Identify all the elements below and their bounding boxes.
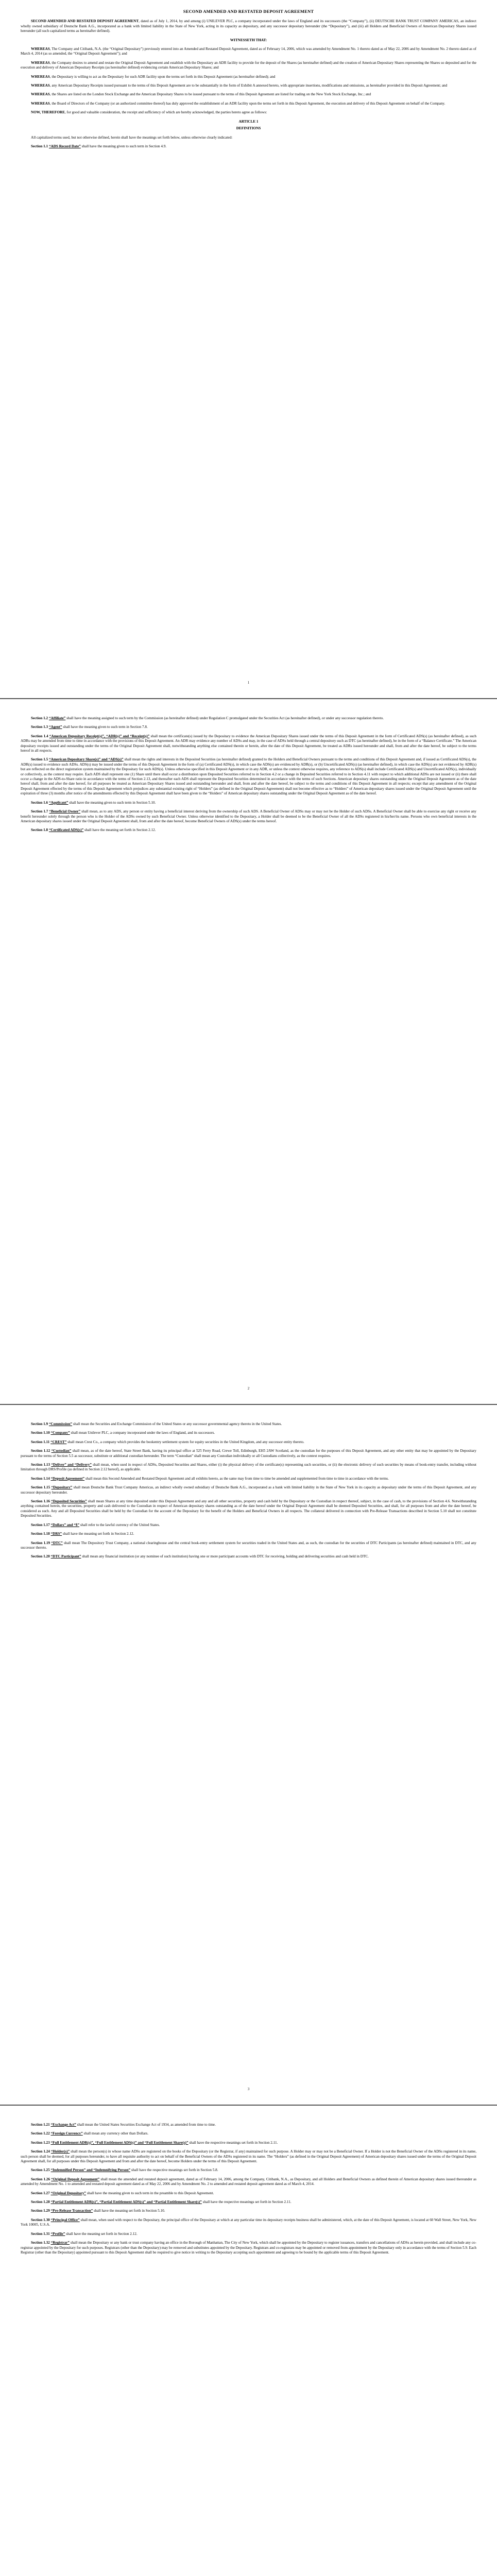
defined-term: “Registrar” <box>50 2241 70 2245</box>
defined-term: “Principal Office” <box>50 2217 80 2222</box>
definition-section <box>21 2218 476 2228</box>
section-number: Section 1.17 <box>31 1522 50 1527</box>
definition-text: shall mean, as to any ADS, any person or entity having a beneficial interest deriving from the ownership of such ADS. A Beneficial Owner of ADSs may or may not be the Holder of such ADSs. A Beneficial Owner shall be able to exercise any right or receive any benefit hereunder solely through the person who is the Holder of the ADSs owned by such Beneficial Owner. Unless otherwise identified to the Depositary, a Holder shall be deemed to be the Beneficial Owner of all the ADSs registered in his/her/its name. Persons who own beneficial interests in the American depositary shares issued under the Original Deposit Agreement shall, from and after the date hereof, become Beneficial Owners of ADS(s) under the terms hereof. <box>21 809 477 823</box>
definition-text: shall mean, when used in respect of ADSs, Deposited Securities and Shares, either (i) the physical delivery of the certificate(s) representing such securities, or (ii) the electronic delivery of such securities by means of book-entry transfer, including without limitation through DRS/Profile (as defined in Section 2.12 hereof), as applicable. <box>21 1463 477 1472</box>
definition-section <box>21 2123 476 2127</box>
definition-section <box>21 828 476 833</box>
section-number: Section 1.26 <box>31 2177 50 2181</box>
definition-section <box>21 1477 476 1481</box>
definition-text: shall mean the United States Securities Exchange Act of 1934, as amended from time to time. <box>76 2123 216 2127</box>
definition-text: shall refer to the lawful currency of the United States. <box>79 1522 160 1527</box>
document-page-1 <box>21 9 476 153</box>
whereas-paragraph: WHEREAS, the Board of Directors of the Company (or an authorized committee thereof) has duly approved the establishment of an ADR facility upon the terms set forth in this Deposit Agreement, the execution and delivery of this Deposit Agreement on behalf of the Company. <box>31 101 445 106</box>
section-number: Section 1.22 <box>31 2131 50 2136</box>
definition-section <box>21 757 476 796</box>
section-number: Section 1.29 <box>31 2209 50 2213</box>
section-number: Section 1.6 <box>31 800 48 805</box>
whereas-label: WHEREAS <box>31 60 50 65</box>
definition-text: shall have the respective meanings set forth in Section 2.11. <box>188 2140 278 2145</box>
section-number: Section 1.7 <box>31 809 48 814</box>
defined-term: “Agent” <box>48 725 62 730</box>
whereas-paragraph: WHEREAS, the Company desires to amend and restate the Original Deposit Agreement and establish with the Depositary an ADR facility to provide for the deposit of the Shares (as hereinafter defined) and the creation of American Depositary Shares representing the Shares so deposited and for the execution and delivery of American Depositary Receipts (as hereinafter defined) evidencing certain American Depositary Shares; and <box>21 60 476 70</box>
section-number: Section 1.25 <box>31 2168 50 2173</box>
definition-section <box>21 2131 476 2136</box>
definition-text: shall mean any financial institution (or any nominee of such institution) having one or more participant accounts with DTC for receiving, holding and delivering securities and cash held in DTC. <box>81 1554 369 1559</box>
defined-term: “Deposit Agreement” <box>50 1476 85 1481</box>
whereas-label: WHEREAS <box>31 83 50 88</box>
definition-text: shall mean The Depository Trust Company, a national clearinghouse and the central book-entry settlement system for securities traded in the United States and, as such, the custodian for the securities of DTC Participants (as hereinafter defined) maintained in DTC, and any successor thereto. <box>21 1540 477 1550</box>
defined-term: “Indemnified Person” and “Indemnifying Person” <box>50 2168 131 2173</box>
definition-text: shall have the meaning given to such term in the preamble to this Deposit Agreement. <box>86 2191 214 2195</box>
section-number: Section 1.20 <box>31 1554 50 1559</box>
now-therefore-paragraph <box>21 110 476 115</box>
definition-section <box>21 1463 476 1472</box>
whereas-text: the Company desires to amend and restate the Original Deposit Agreement and establish with the Depositary an ADR facility to provide for the deposit of the Shares (as hereinafter defined) and the creation of American Depositary Shares representing the Shares so deposited and for the execution and delivery of American Depositary Receipts (as hereinafter defined) evidencing certain American Depositary Shares; and <box>21 60 476 70</box>
defined-term: “DTC” <box>51 1540 63 1545</box>
witnesseth-heading: WITNESSETH THAT: <box>230 38 267 42</box>
defined-term: “DRS” <box>50 1532 62 1536</box>
whereas-label: WHEREAS <box>31 92 50 97</box>
whereas-text: the Board of Directors of the Company (or an authorized committee thereof) has duly approved the establishment of an ADR facility upon the terms set forth in this Deposit Agreement, the execution and delivery of this Deposit Agreement on behalf of the Company. <box>52 101 445 106</box>
defined-term: “Foreign Currency” <box>50 2131 83 2136</box>
definition-section <box>21 2241 476 2255</box>
definition-section <box>21 725 476 730</box>
defined-term: “Applicant” <box>48 800 68 805</box>
definition-section <box>21 2168 476 2173</box>
definition-section <box>21 2177 476 2187</box>
definition-section <box>21 1523 476 1528</box>
defined-term: “Exchange Act” <box>50 2123 76 2127</box>
definition-text: shall mean the Depositary or any bank or trust company having an office in the Borough of Manhattan, The City of New York, which shall be appointed by the Depositary to register issuances, transfers and cancellations of ADSs as herein provided, and shall include any co-registrar appointed by the Depositary for such purposes. Registrars (other than the Depositary) may be removed and substitutes appointed by the Depositary. Registrars and co-registrars may be appointed or removed from appointment by the Depositary only in accordance with the terms of Section 5.9. Each Registrar (other than the Depositary) appointed pursuant to this Deposit Agreement shall be required to give notice in writing to the Depositary accepting such appointment and agreeing to be bound by the applicable terms of this Deposit Agreement. <box>21 2241 477 2255</box>
definition-text: shall have the meaning set forth in Section 2.12. <box>62 1532 134 1536</box>
definition-section <box>21 801 476 805</box>
definition-text: shall mean, as of the date hereof, State Street Bank, having its principal office at 525 Ferry Road, Crewe Toll, Edinburgh, EH5 2AW Scotland, as the custodian for the purposes of this Deposit Agreement, and any other entity that may be appointed by the Depositary pursuant to the terms of Section 5.5 as successor, substitute or additional custodian hereunder. The term “Custodian” shall mean any Custodian individually or all Custodians collectively, as the context requires. <box>21 1449 476 1458</box>
definition-text: shall mean this Second Amended and Restated Deposit Agreement and all exhibits hereto, as the same may from time to time be amended and supplemented from time to time in accordance with the terms. <box>84 1476 389 1481</box>
definition-section <box>21 2209 476 2213</box>
section-number: Section 1.18 <box>31 1532 50 1536</box>
definition-section <box>21 734 476 754</box>
definition-text: shall have the respective meanings set forth in Section 2.11. <box>201 2200 292 2205</box>
definition-section <box>21 1541 476 1551</box>
definition-text: shall have the meaning set forth in Section 5.10. <box>93 2209 165 2213</box>
section-number: Section 1.12 <box>31 1449 50 1453</box>
definition-section <box>21 1431 476 1435</box>
definition-text: shall have the meaning given to such term in Section 5.10. <box>68 800 156 805</box>
whereas-paragraph: WHEREAS, The Company and Citibank, N.A. (the “Original Depositary”) previously entered into an Amended and Restated Deposit Agreement, dated as of February 14, 2006, which was amended by Amendment No. 1 thereto dated as of May 22, 2006 and by Amendment No. 2 thereto dated as of March 4, 2014 (as so amended, the “Original Deposit Agreement”); and <box>21 47 476 56</box>
section-number: Section 1.13 <box>31 1463 50 1467</box>
section-number: Section 1.15 <box>31 1485 50 1490</box>
definitions-heading: DEFINITIONS <box>236 126 261 131</box>
document-page-2 <box>21 716 476 837</box>
section-number: Section 1.16 <box>31 1499 50 1504</box>
defined-term: “Original Depositary” <box>50 2191 87 2195</box>
definition-text: shall mean, when used with respect to the Depositary, the principal office of the Depositary at which at any particular time its depositary receipts business shall be administered, which, at the date of this Deposit Agreement, is located at 60 Wall Street, New York, New York 10005, U.S.A. <box>21 2217 477 2227</box>
document-page-3 <box>21 1422 476 1564</box>
definition-text: shall mean Shares at any time deposited under this Deposit Agreement and any and all other securities, property and cash held by the Depositary or the Custodian in respect thereof, subject, in the case of cash, to the provisions of Section 4.6. Notwithstanding anything contained herein, the securities, property and cash delivered to the Custodian in respect of American depositary shares outstanding as of the date hereof under the Original Deposit Agreement shall be deemed Deposited Securities, and shall, for all purposes from and after the date hereof, be considered as such. Any and all Deposited Securities shall be held by the Custodian for the account of the Depositary for the benefit of the Holders and Beneficial Owners in all respects. The collateral delivered in connection with Pre-Release Transactions described in Section 5.10 shall not constitute Deposited Securities. <box>21 1499 476 1518</box>
whereas-text: The Company and Citibank, N.A. (the “Original Depositary”) previously entered into an Amended and Restated Deposit Agreement, dated as of February 14, 2006, which was amended by Amendment No. 1 thereto dated as of May 22, 2006 and by Amendment No. 2 thereto dated as of March 4, 2014 (as so amended, the “Original Deposit Agreement”); and <box>21 47 476 56</box>
page-1-sections <box>21 144 476 149</box>
defined-term: “Pre-Release Transaction” <box>50 2209 93 2213</box>
definition-text: shall mean the certificate(s) issued by the Depositary to evidence the American Depositary Shares issued under the terms of this Deposit Agreement in the form of Certificated ADS(s) (as hereinafter defined), as such ADRs may be amended from time to time in accordance with the provisions of this Deposit Agreement. An ADR may evidence any number of ADSs and may, in the case of ADSs held through a central depository such as DTC (as hereinafter defined), be in the form of a “Balance Certificate.” The American depositary receipts issued and outstanding under the terms of the Original Deposit Agreement shall, notwithstanding anything else contained therein or herein, after the date of this Deposit Agreement, be treated as ADRs issued hereunder and shall, from and after the date hereof, be subject to the terms hereof in all respects. <box>21 734 477 753</box>
definition-section <box>21 716 476 721</box>
definition-text: shall have the meaning assigned to such term by the Commission (as hereinafter defined) under Regulation C promulgated under the Securities Act (as hereinafter defined), or under any successor regulation thereto. <box>65 716 384 720</box>
defined-term: “Profile” <box>50 2231 65 2236</box>
definition-section <box>21 809 476 824</box>
section-number: Section 1.4 <box>31 734 48 738</box>
section-number: Section 1.14 <box>31 1476 50 1481</box>
definition-text: shall have the meaning set forth in Section 2.12. <box>65 2231 138 2236</box>
page-3-sections <box>21 1422 476 1560</box>
section-number: Section 1.28 <box>31 2200 50 2205</box>
section-number: Section 1.11 <box>31 1439 50 1444</box>
article-heading: ARTICLE 1 <box>238 119 259 124</box>
definition-section <box>21 1499 476 1519</box>
defined-term: “Depositary” <box>51 1485 73 1490</box>
defined-term: “CREST” <box>50 1439 67 1444</box>
defined-term: “DTC Participant” <box>50 1554 81 1559</box>
section-number: Section 1.23 <box>31 2140 50 2145</box>
page-4-sections <box>21 2123 476 2255</box>
defined-term: “Deliver” and “Delivery” <box>51 1463 92 1467</box>
defined-term: “Full Entitlement ADR(s)”, “Full Entitlement ADS(s)” and “Full Entitlement Share(s)” <box>50 2140 188 2145</box>
defined-term: “Beneficial Owner” <box>49 809 81 814</box>
whereas-text: any American Depositary Receipts issued pursuant to the terms of this Deposit Agreement are to be substantially in the form of Exhibit A annexed hereto, with appropriate insertions, modifications and omissions, as hereinafter provided in this Deposit Agreement; and <box>52 83 448 88</box>
intro-paragraph <box>21 19 476 33</box>
section-number: Section 1.2 <box>31 716 48 720</box>
definition-text: shall mean any currency other than Dollars. <box>82 2131 149 2136</box>
definition-section <box>21 2200 476 2205</box>
page-divider <box>0 698 497 699</box>
defined-term: “American Depositary Receipt(s)”, “ADR(s)” and “Receipt(s)” <box>49 734 150 738</box>
defined-term: “ADS Record Date” <box>48 144 81 148</box>
definition-section <box>21 144 476 149</box>
defined-term: “Holder(s)” <box>50 2149 70 2154</box>
definition-section <box>21 2149 476 2164</box>
document-page-4 <box>21 2123 476 2259</box>
definition-section <box>21 1422 476 1427</box>
definition-text: shall mean the rights and interests in the Deposited Securities (as hereinafter defined) granted to the Holders and Beneficial Owners pursuant to the terms and conditions of this Deposit Agreement and, if issued as Certificated ADS(s), the ADR(s) issued to evidence such ADSs. ADS(s) may be issued under the terms of this Deposit Agreement in the form of (a) Certificated ADS(s), in which case the ADS(s) are evidenced by ADR(s), or (b) Uncertificated ADS(s) (as hereinafter defined), in which case the ADS(s) are not evidenced by ADR(s) but are reflected on the direct registration system maintained by the Depositary for such ADS(s). Unless otherwise specified in this Deposit Agreement or in any ADR, or unless the context otherwise requires, any reference to ADS(s) shall include Certificated ADS(s) and Uncertificated ADS(s), individually or collectively, as the context may require. Each ADS shall represent one (1) Share until there shall occur a distribution upon Deposited Securities referred to in Section 4.2 or a change in Deposited Securities referred to in Section 4.11 with respect to which additional ADSs are not issued or (ii) there shall occur a change in the ADS-to-Share ratio in accordance with the terms of Section 2.13, and thereafter each ADS shall represent the Deposited Securities determined in accordance with the terms of such Sections. American depositary shares outstanding under the Original Deposit Agreement as of the date hereof shall, from and after the date hereof, for all purposes be treated as American Depositary Shares issued and outstanding hereunder and shall, from and after the date hereof, be subject to the terms and conditions of this Deposit Agreement in all respects; except that any amendment of the Original Deposit Agreement effected by the terms of this Deposit Agreement which prejudices any substantial existing right of “Holders” (as defined in the Original Deposit Agreement) shall not become effective as to “Holders” of American depositary shares issued under the Original Deposit Agreement until the expiration of three (3) months after notice of the amendments effected by this Deposit Agreement shall have been given to the “Holders” of American depositary shares outstanding under the Original Deposit Agreement as of the date hereof. <box>21 757 476 796</box>
intro-text: , dated as of July 1, 2014, by and among (i) UNILEVER PLC, a company incorporated under the laws of England and its successors (the “Company”), (ii) DEUTSCHE BANK TRUST COMPANY AMERICAS, an indirect wholly owned subsidiary of Deutsche Bank A.G., incorporated as a bank with limited liability in the State of New York, acting in its capacity as depositary, and any successor depositary hereunder (the “Depositary”), and (iii) all Holders and Beneficial Owners of American Depositary Shares issued hereunder (all such capitalized terms as hereinafter defined). <box>21 19 476 33</box>
page-divider <box>0 1404 497 1405</box>
defined-term: “Partial Entitlement ADR(s)”, “Partial Entitlement ADS(s)” and “Partial Entitlement Share(s)” <box>50 2200 202 2205</box>
definition-text: shall mean Unilever PLC, a company incorporated under the laws of England, and its successors. <box>70 1431 215 1435</box>
definitions-intro: All capitalized terms used, but not otherwise defined, herein shall have the meanings set forth below, unless otherwise clearly indicated: <box>31 135 233 140</box>
whereas-paragraph: WHEREAS, the Shares are listed on the London Stock Exchange and the American Depositary Shares to be issued pursuant to the terms of this Deposit Agreement are listed for trading on the New York Stock Exchange, Inc.; and <box>31 92 371 97</box>
intro-lead: SECOND AMENDED AND RESTATED DEPOSIT AGREEMENT <box>31 19 139 24</box>
definition-text: shall have the respective meanings set forth in Section 5.8. <box>130 2168 218 2173</box>
section-number: Section 1.24 <box>31 2149 50 2154</box>
definition-text: shall have the meaning given to such term in Section 7.8. <box>62 725 148 730</box>
page-number: 1 <box>247 680 250 685</box>
definition-section <box>21 2191 476 2196</box>
defined-term: “American Depositary Share(s)” and “ADS(s)” <box>49 757 124 762</box>
whereas-text: the Shares are listed on the London Stock Exchange and the American Depositary Shares to be issued pursuant to the terms of this Deposit Agreement are listed for trading on the New York Stock Exchange, Inc.; and <box>52 92 371 97</box>
now-therefore-lead: NOW, THEREFORE <box>31 110 65 115</box>
defined-term: “Deposited Securities” <box>51 1499 87 1504</box>
definition-text: shall mean the amended and restated deposit agreement, dated as of February 14, 2006, among the Company, Citibank, N.A., as Depositary, and all Holders and Beneficial Owners as defined therein of American depositary shares issued thereunder as amended by Amendment No. 1 to amended and restated deposit agreement dated as of May 22, 2006 and by Amendment No. 2 to amended and restated deposit agreement dated as of March 4, 2014. <box>21 2177 477 2187</box>
now-therefore-text: , for good and valuable consideration, the receipt and sufficiency of which are hereby acknowledged, the parties hereto agree as follows: <box>64 110 267 115</box>
page-divider <box>0 2105 497 2106</box>
definition-section <box>21 1440 476 1445</box>
whereas-paragraph: WHEREAS, any American Depositary Receipts issued pursuant to the terms of this Deposit Agreement are to be substantially in the form of Exhibit A annexed hereto, with appropriate insertions, modifications and omissions, as hereinafter provided in this Deposit Agreement; and <box>31 83 448 88</box>
defined-term: “Certificated ADS(s)” <box>48 828 84 833</box>
defined-term: “Commission” <box>48 1422 73 1426</box>
page-2-sections <box>21 716 476 833</box>
section-number: Section 1.10 <box>31 1431 50 1435</box>
section-number: Section 1.27 <box>31 2191 50 2195</box>
section-number: Section 1.32 <box>31 2241 50 2245</box>
whereas-label: WHEREAS <box>31 47 50 52</box>
definition-section <box>21 1554 476 1559</box>
section-number: Section 1.19 <box>31 1540 50 1545</box>
definition-text: shall have the meaning given to such term in Section 4.9. <box>80 144 167 148</box>
definition-text: shall mean the person(s) in whose name ADSs are registered on the books of the Depositary (or the Registrar, if any) maintained for such purpose. A Holder may or may not be a Beneficial Owner. If a Holder is not the Beneficial Owner of the ADSs registered in its name, such person shall be deemed, for all purposes hereunder, to have all requisite authority to act on behalf of the Beneficial Owners of the ADSs registered in its name. The “Holders” (as defined in the Original Deposit Agreement) of American depositary shares issued under the terms of the Original Deposit Agreement shall, for all purposes under this Deposit Agreement and from and after the date hereof, become Holders under the terms of this Deposit Agreement. <box>21 2149 477 2164</box>
defined-term: “Original Deposit Agreement” <box>51 2177 100 2181</box>
whereas-label: WHEREAS <box>31 101 50 106</box>
definition-text: shall have the meaning set forth in Section 2.12. <box>83 828 156 833</box>
defined-term: “Custodian” <box>51 1449 72 1453</box>
definition-text: shall mean the Securities and Exchange Commission of the United States or any successor governmental agency thereto in the United States. <box>72 1422 282 1426</box>
section-number: Section 1.31 <box>31 2231 50 2236</box>
definition-section <box>21 2141 476 2145</box>
section-number: Section 1.30 <box>31 2217 50 2222</box>
document-title: SECOND AMENDED AND RESTATED DEPOSIT AGREEMENT <box>183 9 314 14</box>
section-number: Section 1.8 <box>31 828 48 833</box>
whereas-paragraph: WHEREAS, the Depositary is willing to act as the Depositary for such ADR facility upon the terms set forth in this Deposit Agreement (as hereinafter defined); and <box>31 74 276 79</box>
whereas-text: the Depositary is willing to act as the Depositary for such ADR facility upon the terms set forth in this Deposit Agreement (as hereinafter defined); and <box>52 74 276 79</box>
section-number: Section 1.5 <box>31 757 48 762</box>
defined-term: “Affiliate” <box>48 716 66 720</box>
definition-section <box>21 1485 476 1495</box>
defined-term: “Company” <box>50 1431 70 1435</box>
definition-text: shall mean Deutsche Bank Trust Company Americas, an indirect wholly owned subsidiary of Deutsche Bank A.G., incorporated as a bank with limited liability in the State of New York in its capacity as depositary under the terms of this Deposit Agreement, and any successor depositary hereunder. <box>21 1485 477 1495</box>
definition-section <box>21 2232 476 2236</box>
definition-section <box>21 1532 476 1536</box>
whereas-label: WHEREAS <box>31 74 50 79</box>
section-number: Section 1.21 <box>31 2123 50 2127</box>
definition-section <box>21 1449 476 1459</box>
section-number: Section 1.3 <box>31 725 48 730</box>
section-number: Section 1.9 <box>31 1422 48 1426</box>
defined-term: “Dollars” and “$” <box>50 1522 80 1527</box>
page-number: 2 <box>247 1386 250 1391</box>
definition-text: shall mean Crest Co., a company which provides the bookentry settlement system for equity securities in the United Kingdom, and any successor entity thereto. <box>66 1439 304 1444</box>
page-number: 3 <box>247 2087 250 2091</box>
section-number: Section 1.1 <box>31 144 48 148</box>
